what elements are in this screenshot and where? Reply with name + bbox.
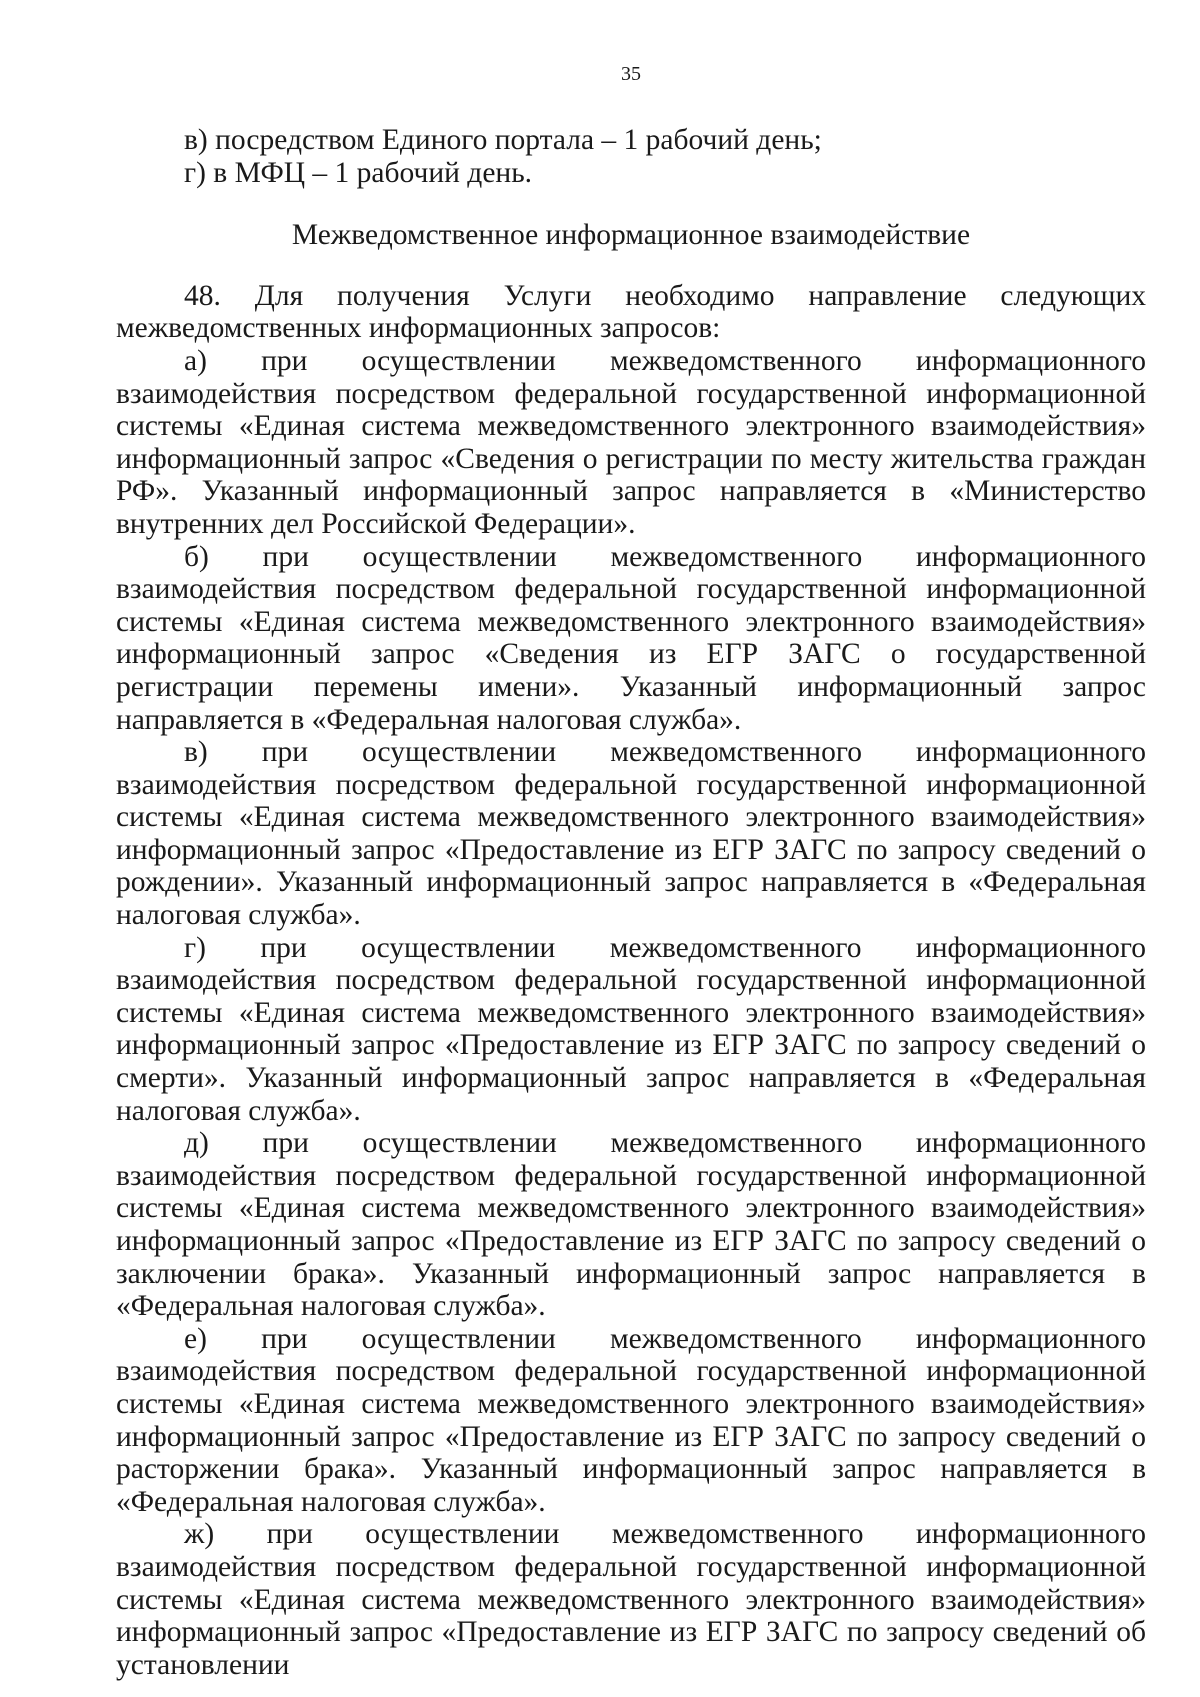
paragraph-48: 48. Для получения Услуги необходимо направление следующих межведомственных информационных запросов: <box>116 279 1146 345</box>
document-page <box>116 62 1146 1681</box>
paragraph-b: б) при осуществлении межведомственного информационного взаимодействия посредством федеральной государственной информационной системы «Единая система межведомственного электронного взаимодействия» информационный запрос «Сведения из ЕГР ЗАГС о государственной регистрации перемены имени». Указанный информационный запрос направляется в «Федеральная налоговая служба». <box>116 540 1146 736</box>
paragraph-e: е) при осуществлении межведомственного информационного взаимодействия посредством федеральной государственной информационной системы «Единая система межведомственного электронного взаимодействия» информационный запрос «Предоставление из ЕГР ЗАГС по запросу сведений о расторжении брака». Указанный информационный запрос направляется в «Федеральная налоговая служба». <box>116 1322 1146 1518</box>
paragraph-zh: ж) при осуществлении межведомственного информационного взаимодействия посредством федеральной государственной информационной системы «Единая система межведомственного электронного взаимодействия» информационный запрос «Предоставление из ЕГР ЗАГС по запросу сведений об установлении <box>116 1518 1146 1681</box>
paragraph-a: а) при осуществлении межведомственного информационного взаимодействия посредством федеральной государственной информационной системы «Единая система межведомственного электронного взаимодействия» информационный запрос «Сведения о регистрации по месту жительства граждан РФ». Указанный информационный запрос направляется в «Министерство внутренних дел Российской Федерации». <box>116 344 1146 540</box>
paragraph-d: д) при осуществлении межведомственного информационного взаимодействия посредством федеральной государственной информационной системы «Единая система межведомственного электронного взаимодействия» информационный запрос «Предоставление из ЕГР ЗАГС по запросу сведений о заключении брака». Указанный информационный запрос направляется в «Федеральная налоговая служба». <box>116 1127 1146 1323</box>
page-number: 35 <box>621 63 641 85</box>
section-heading: Межведомственное информационное взаимодействие <box>291 219 971 252</box>
paragraph-g: г) при осуществлении межведомственного информационного взаимодействия посредством федеральной государственной информационной системы «Единая система межведомственного электронного взаимодействия» информационный запрос «Предоставление из ЕГР ЗАГС по запросу сведений о смерти». Указанный информационный запрос направляется в «Федеральная налоговая служба». <box>116 931 1146 1127</box>
intro-item-mfc: г) в МФЦ – 1 рабочий день. <box>184 156 533 189</box>
paragraph-v: в) при осуществлении межведомственного информационного взаимодействия посредством федеральной государственной информационной системы «Единая система межведомственного электронного взаимодействия» информационный запрос «Предоставление из ЕГР ЗАГС по запросу сведений о рождении». Указанный информационный запрос направляется в «Федеральная налоговая служба». <box>116 736 1146 932</box>
intro-item-portal: в) посредством Единого портала – 1 рабочий день; <box>184 124 822 156</box>
body-text <box>116 280 1146 1682</box>
intro-list <box>116 124 1146 189</box>
